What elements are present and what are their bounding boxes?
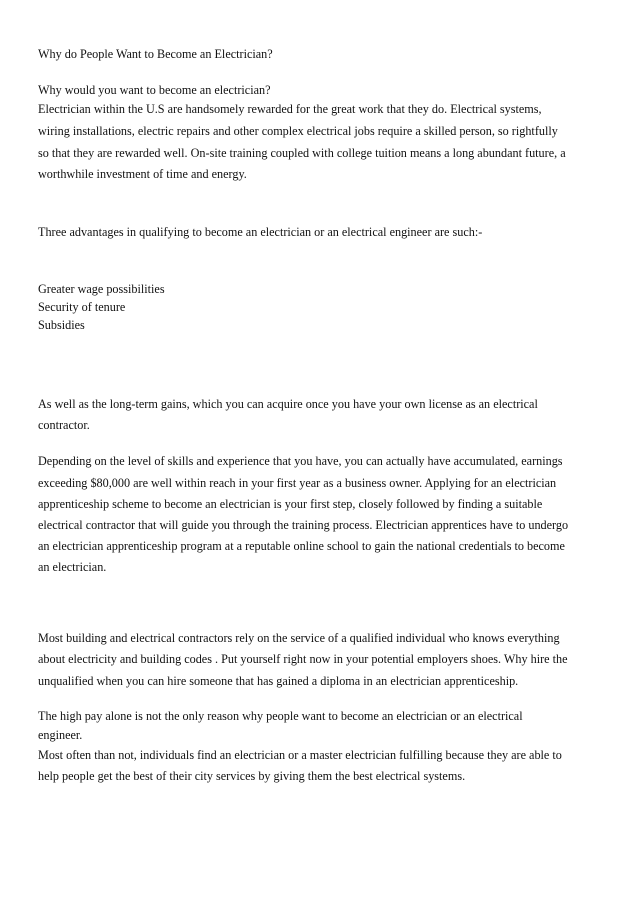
list-item: Subsidies bbox=[38, 318, 85, 332]
paragraph-line: Why would you want to become an electrician? bbox=[38, 83, 271, 97]
paragraph-line: exceeding $80,000 are well within reach in your first year as a business owner. Applying for an electrician bbox=[38, 476, 557, 490]
paragraph-line: so that they are rewarded well. On-site training coupled with college tuition means a long abundant future, a bbox=[38, 146, 566, 160]
paragraph-line: Depending on the level of skills and experience that you have, you can actually have accumulated, earnings bbox=[38, 454, 563, 468]
paragraph-line: an electrician apprenticeship program at a reputable online school to gain the national credentials to become bbox=[38, 539, 565, 553]
advantages-intro: Three advantages in qualifying to become an electrician or an electrical engineer are such:- bbox=[38, 225, 483, 239]
paragraph-line: an electrician. bbox=[38, 560, 107, 574]
paragraph-line: contractor. bbox=[38, 418, 90, 432]
paragraph-line: unqualified when you can hire someone that has gained a diploma in an electrician apprenticeship. bbox=[38, 674, 519, 688]
paragraph-line: about electricity and building codes . Put yourself right now in your potential employers shoes. Why hire the bbox=[38, 652, 568, 666]
document-title: Why do People Want to Become an Electrician? bbox=[38, 47, 273, 61]
paragraph-line: Most building and electrical contractors rely on the service of a qualified individual who knows everything bbox=[38, 631, 560, 645]
paragraph-line: wiring installations, electric repairs and other complex electrical jobs require a skilled person, so rightfully bbox=[38, 124, 558, 138]
list-item: Security of tenure bbox=[38, 300, 126, 314]
paragraph-line: The high pay alone is not the only reason why people want to become an electrician or an electrical bbox=[38, 709, 523, 723]
list-item: Greater wage possibilities bbox=[38, 282, 165, 296]
paragraph-line: help people get the best of their city services by giving them the best electrical systems. bbox=[38, 769, 466, 783]
paragraph-line: engineer. bbox=[38, 728, 83, 742]
paragraph-line: electrical contractor that will guide you through the training process. Electrician apprentices have to undergo bbox=[38, 518, 569, 532]
paragraph-line: worthwhile investment of time and energy. bbox=[38, 167, 247, 181]
paragraph-line: apprenticeship scheme to become an electrician is your first step, closely followed by finding a suitable bbox=[38, 497, 543, 511]
paragraph-line: Electrician within the U.S are handsomely rewarded for the great work that they do. Electrical systems, bbox=[38, 102, 542, 116]
paragraph-line: As well as the long-term gains, which you can acquire once you have your own license as an electrical bbox=[38, 397, 538, 411]
paragraph-line: Most often than not, individuals find an electrician or a master electrician fulfilling because they are able to bbox=[38, 748, 562, 762]
